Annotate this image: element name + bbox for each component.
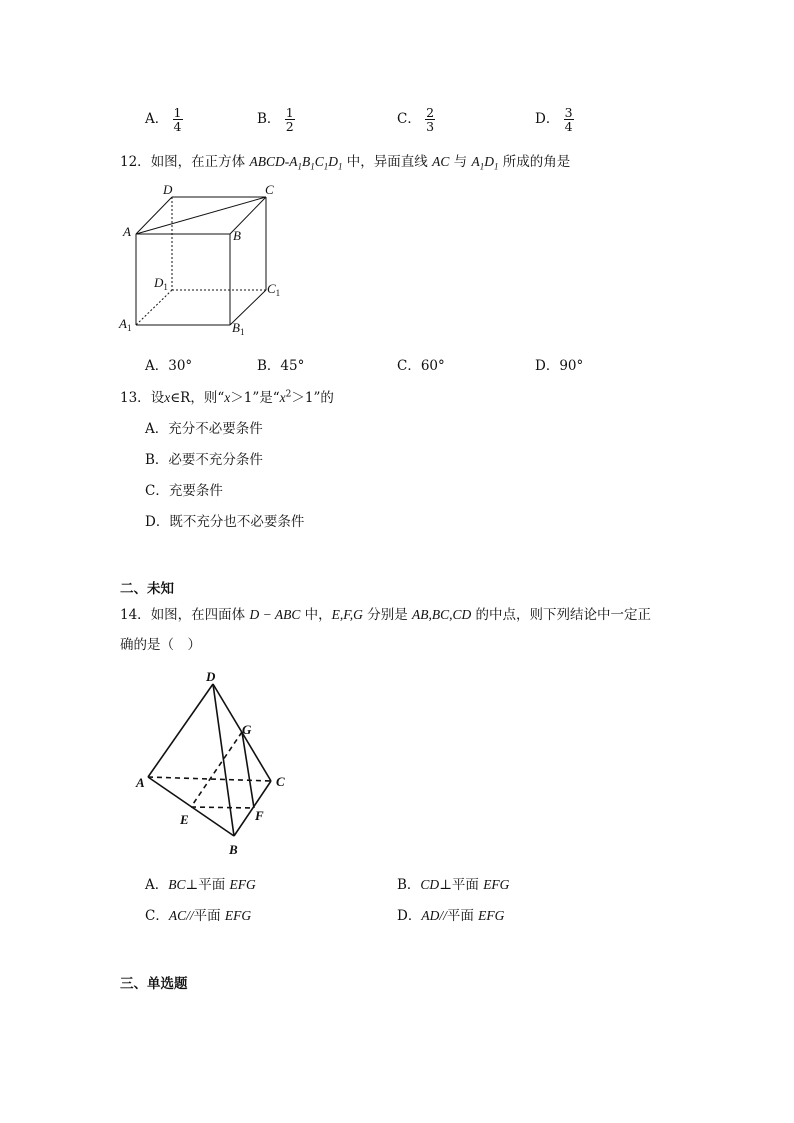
q11-option-c[interactable]	[397, 106, 435, 133]
option-letter: D．	[145, 514, 170, 530]
option-letter: D．	[397, 908, 422, 924]
var-x: x	[224, 390, 231, 405]
denominator: 4	[173, 119, 182, 134]
tetrahedron-name: D − ABC	[249, 607, 301, 622]
subscript: 1	[493, 161, 499, 172]
label-b: B	[233, 228, 241, 243]
plane-name: EFG	[224, 908, 252, 923]
label-letter: D	[154, 275, 164, 290]
subscript: 1	[275, 288, 281, 298]
relation-symbol: ⊥	[185, 877, 199, 893]
label-g: G	[242, 722, 252, 737]
q14-option-c[interactable]	[145, 904, 251, 924]
cube-name-part: B	[301, 154, 311, 169]
label-d1	[153, 275, 168, 292]
diagonal-ac	[136, 197, 266, 234]
relation-symbol: //	[186, 908, 194, 923]
label-d: D	[206, 669, 216, 684]
label-c: C	[265, 182, 274, 197]
fraction	[285, 106, 295, 133]
stem-text: 与	[449, 154, 472, 170]
section-title: 三、单选题	[120, 976, 188, 992]
plane-word: 平面	[451, 877, 479, 893]
stem-text: ＞1”的	[291, 390, 334, 406]
label-a: A	[136, 775, 145, 790]
option-letter: C．	[397, 111, 421, 127]
plane-word: 平面	[198, 877, 226, 893]
numerator: 1	[173, 105, 182, 120]
q13-stem	[120, 386, 334, 406]
denominator: 2	[285, 119, 294, 134]
q12-stem	[120, 150, 570, 172]
option-text: 充要条件	[168, 483, 223, 499]
stem-text: 分别是	[362, 607, 413, 623]
line-name: AD	[421, 908, 440, 923]
numerator: 1	[285, 105, 294, 120]
option-text: 充分不必要条件	[168, 421, 263, 437]
q11-option-a[interactable]	[145, 106, 183, 133]
subscript: 1	[479, 161, 485, 172]
stem-text: 的中点，则下列结论中一定正	[471, 607, 652, 623]
subscript: 1	[323, 161, 329, 172]
q12-option-c[interactable]	[397, 354, 445, 374]
line-part: A	[471, 154, 480, 169]
section-title: 二、未知	[120, 581, 174, 597]
segment-ef-hidden	[191, 807, 254, 808]
stem-text: 中，	[300, 607, 332, 623]
stem-text: 设	[150, 390, 165, 406]
q12-option-b[interactable]	[257, 354, 304, 374]
q14-option-a[interactable]	[145, 873, 256, 893]
fraction	[425, 106, 435, 133]
q13-option-d[interactable]	[145, 510, 304, 530]
denominator: 4	[564, 119, 573, 134]
line-ac: AC	[432, 154, 450, 169]
option-letter: B．	[397, 877, 421, 893]
option-letter: A．	[145, 877, 169, 893]
edge-da	[148, 684, 213, 777]
label-letter: B	[232, 320, 240, 335]
option-letter: D．	[535, 358, 560, 374]
label-d: D	[163, 182, 173, 197]
question-number: 14．	[120, 607, 151, 623]
plane-name: EFG	[229, 877, 256, 892]
option-text: 30°	[168, 358, 193, 374]
denominator: 3	[426, 119, 435, 134]
edges-list: AB,BC,CD	[412, 607, 472, 622]
subscript: 1	[239, 327, 245, 337]
relation-symbol: //	[439, 908, 447, 923]
var-x: x	[279, 390, 286, 405]
subscript: 1	[297, 161, 302, 172]
line-name: CD	[420, 877, 440, 892]
subscript: 1	[126, 323, 132, 333]
q12-option-a[interactable]	[145, 354, 192, 374]
label-a1	[118, 316, 131, 333]
fraction	[173, 106, 183, 133]
option-letter: B．	[145, 452, 169, 468]
points-efg: E,F,G	[331, 607, 363, 622]
option-text: 既不充分也不必要条件	[169, 514, 305, 530]
plane-name: EFG	[478, 908, 505, 923]
option-letter: B．	[257, 358, 281, 374]
question-number: 12．	[120, 154, 151, 170]
option-letter: C．	[145, 908, 169, 924]
line-part: D	[484, 154, 494, 169]
q13-option-c[interactable]	[145, 479, 223, 499]
label-f: F	[255, 808, 264, 823]
superscript: 2	[285, 389, 292, 400]
label-letter: C	[267, 281, 276, 296]
cube-name-part: D	[328, 154, 338, 169]
var-x: x	[164, 390, 171, 405]
stem-text: 如图，在正方体	[150, 154, 250, 170]
subscript: 1	[338, 161, 343, 172]
cube-name	[249, 154, 343, 172]
subscript: 1	[310, 161, 315, 172]
option-text: 90°	[559, 358, 584, 374]
numerator: 2	[426, 105, 435, 120]
option-letter: A．	[145, 111, 169, 127]
line-name: AC	[168, 908, 187, 923]
stem-text: ∈R，则“	[170, 390, 225, 406]
plane-word: 平面	[446, 908, 474, 924]
label-c1	[267, 281, 280, 298]
line-a1d1	[471, 154, 499, 172]
numerator: 3	[564, 105, 573, 120]
label-letter: A	[119, 316, 127, 331]
label-a: A	[123, 224, 131, 239]
label-c: C	[276, 774, 285, 789]
option-text: 必要不充分条件	[168, 452, 263, 468]
q14-option-b[interactable]	[397, 873, 509, 893]
label-b1	[232, 320, 244, 337]
cube-figure	[115, 180, 305, 340]
option-letter: B．	[257, 111, 281, 127]
cube-name-part: C	[314, 154, 324, 169]
edge-db	[213, 684, 234, 836]
q12-option-d[interactable]	[535, 354, 583, 374]
q14-stem-line2: 确的是（ ）	[120, 637, 201, 653]
edge-d1a1-hidden	[136, 290, 172, 325]
tetrahedron-figure	[130, 664, 300, 864]
q13-option-b[interactable]	[145, 448, 263, 468]
q14-stem	[120, 603, 651, 623]
label-e: E	[180, 812, 189, 827]
q11-option-d[interactable]	[535, 106, 574, 133]
stem-text: ＞1”是“	[230, 390, 280, 406]
plane-word: 平面	[193, 908, 221, 924]
option-text: 60°	[420, 358, 445, 374]
segment-ge-hidden	[191, 732, 242, 807]
line-name: BC	[168, 877, 186, 892]
stem-text: 如图，在四面体	[150, 607, 250, 623]
label-b: B	[229, 842, 238, 857]
option-letter: A．	[145, 421, 169, 437]
subscript: 1	[163, 282, 168, 292]
stem-text: 中，异面直线	[342, 154, 433, 170]
option-letter: D．	[535, 111, 560, 127]
option-text: 45°	[280, 358, 305, 374]
stem-text: 所成的角是	[498, 154, 571, 170]
relation-symbol: ⊥	[439, 877, 452, 893]
cube-name-part: ABCD-A	[249, 154, 298, 169]
q13-option-a[interactable]	[145, 417, 263, 437]
q11-option-b[interactable]	[257, 106, 295, 133]
option-letter: C．	[145, 483, 169, 499]
option-letter: A．	[145, 358, 169, 374]
fraction	[564, 106, 574, 133]
plane-name: EFG	[483, 877, 510, 892]
q14-option-d[interactable]	[397, 904, 504, 924]
question-number: 13．	[120, 390, 151, 406]
option-letter: C．	[397, 358, 421, 374]
